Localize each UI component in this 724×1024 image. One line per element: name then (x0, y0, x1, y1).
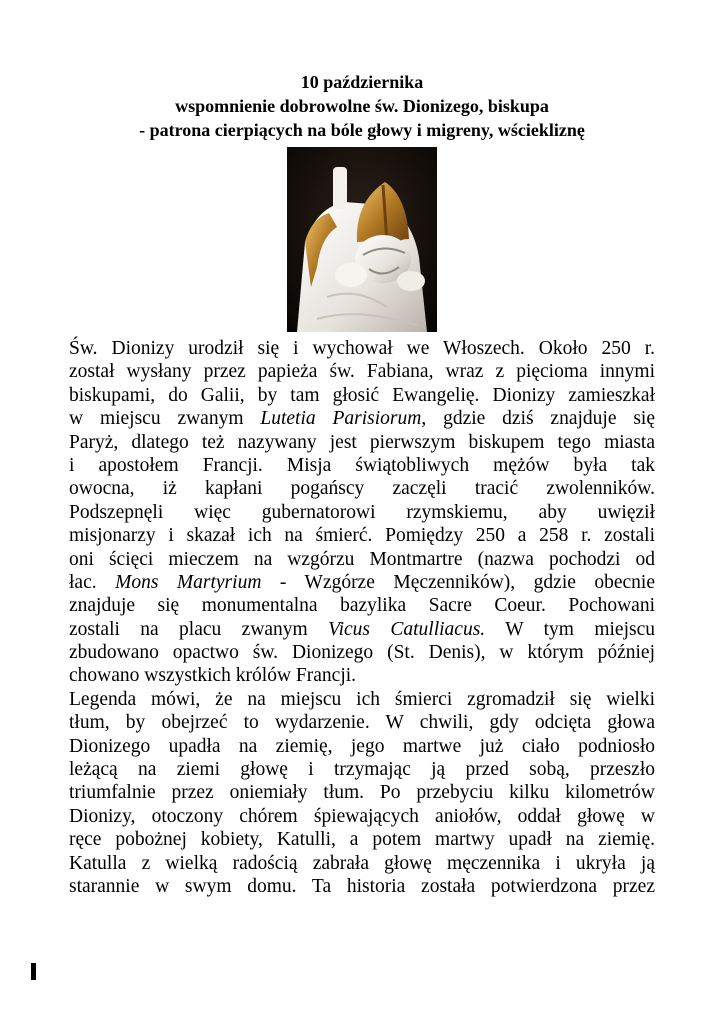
text-segment: Dionizego upadła na ziemię, jego martwe już ciało podniosło (69, 735, 655, 757)
text-segment: Dionizy, otoczony chórem śpiewających aniołów, oddał głowę w (69, 805, 655, 827)
text-segment: Św. Dionizy urodził się i wychował we Włoszech. Około 250 r. (69, 338, 655, 359)
text-line (69, 828, 655, 851)
text-segment: zostali na placu zwanym (69, 618, 329, 640)
page-heading (0, 70, 724, 142)
text-line (69, 407, 655, 430)
text-line (69, 594, 655, 617)
italic-term: Vicus Catulliacus. (328, 618, 486, 640)
text-segment: leżącą na ziemi głowę i trzymając ją przed sobą, przeszło (69, 759, 655, 781)
text-segment: owocna, iż kapłani pogańscy zaczęli tracić zwolenników. (69, 478, 655, 500)
text-line (69, 735, 655, 758)
text-line (69, 805, 655, 828)
text-segment: , gdzie dziś znajduje się (421, 408, 655, 430)
biography-text (69, 337, 655, 898)
text-segment: starannie w swym domu. Ta historia została potwierdzona przez (69, 875, 655, 897)
date-line: 10 października (300, 72, 424, 92)
page-marker (31, 963, 36, 980)
text-segment: zbudowano opactwo św. Dionizego (St. Denis), w którym później (69, 642, 655, 664)
text-segment: biskupami, do Galii, by tam głosić Ewangelię. Dionizy zamieszkał (69, 384, 655, 406)
text-line (69, 875, 655, 898)
text-line (69, 548, 655, 571)
text-line (69, 524, 655, 547)
text-line (69, 618, 655, 641)
text-line (69, 758, 655, 781)
text-line (69, 454, 655, 477)
text-line (69, 360, 655, 383)
text-line (69, 501, 655, 524)
text-segment: łac. (69, 571, 116, 593)
text-segment: Legenda mówi, że na miejscu ich śmierci zgromadził się wielki (69, 688, 655, 710)
text-segment: w miejscu zwanym (69, 408, 261, 430)
text-segment: został wysłany przez papieża św. Fabiana, wraz z pięcioma innymi (69, 361, 655, 383)
text-segment: Podszepnęli więc gubernatorowi rzymskiemu, aby uwięził (69, 501, 655, 523)
text-line (69, 781, 655, 804)
text-segment: oni ścięci mieczem na wzgórzu Montmartre (nazwa pochodzi od (69, 548, 655, 570)
text-segment: W tym miejscu (485, 618, 655, 640)
text-line (69, 337, 655, 360)
text-segment: i apostołem Francji. Misja świątobliwych mężów była tak (69, 454, 655, 476)
text-line (69, 852, 655, 875)
memorial-line: wspomnienie dobrowolne św. Dionizego, biskupa (175, 96, 549, 116)
text-segment: triumfalnie przez oniemiały tłum. Po przebyciu kilku kilometrów (69, 782, 655, 804)
italic-term: Mons Martyrium (115, 571, 262, 593)
text-line (69, 431, 655, 454)
text-segment: misjonarzy i skazał ich na śmierć. Pomiędzy 250 a 258 r. zostali (69, 525, 655, 547)
saint-statue-photo (287, 147, 437, 332)
text-segment: - Wzgórze Męczenników), gdzie obecnie (261, 571, 655, 593)
text-segment: Paryż, dlatego też nazywany jest pierwszym biskupem tego miasta (69, 431, 655, 453)
text-line (69, 384, 655, 407)
italic-term: Lutetia Parisiorum (260, 408, 422, 430)
statue-illustration (287, 147, 437, 332)
text-segment: ręce pobożnej kobiety, Katulli, a potem martwy upadł na ziemię. (69, 829, 655, 851)
patronage-line: - patrona cierpiących na bóle głowy i migreny, wściekliznę (139, 120, 585, 140)
text-line (69, 571, 655, 594)
text-line (69, 477, 655, 500)
text-segment: tłum, by obejrzeć to wydarzenie. W chwili, gdy odcięta głowa (69, 712, 655, 734)
text-segment: znajduje się monumentalna bazylika Sacre Coeur. Pochowani (69, 595, 655, 617)
text-line (69, 688, 655, 711)
text-line (69, 664, 655, 687)
text-line (69, 641, 655, 664)
text-segment: Katulla z wielką radością zabrała głowę męczennika i ukryła ją (69, 852, 655, 874)
text-line (69, 711, 655, 734)
text-segment: chowano wszystkich królów Francji. (69, 665, 357, 687)
